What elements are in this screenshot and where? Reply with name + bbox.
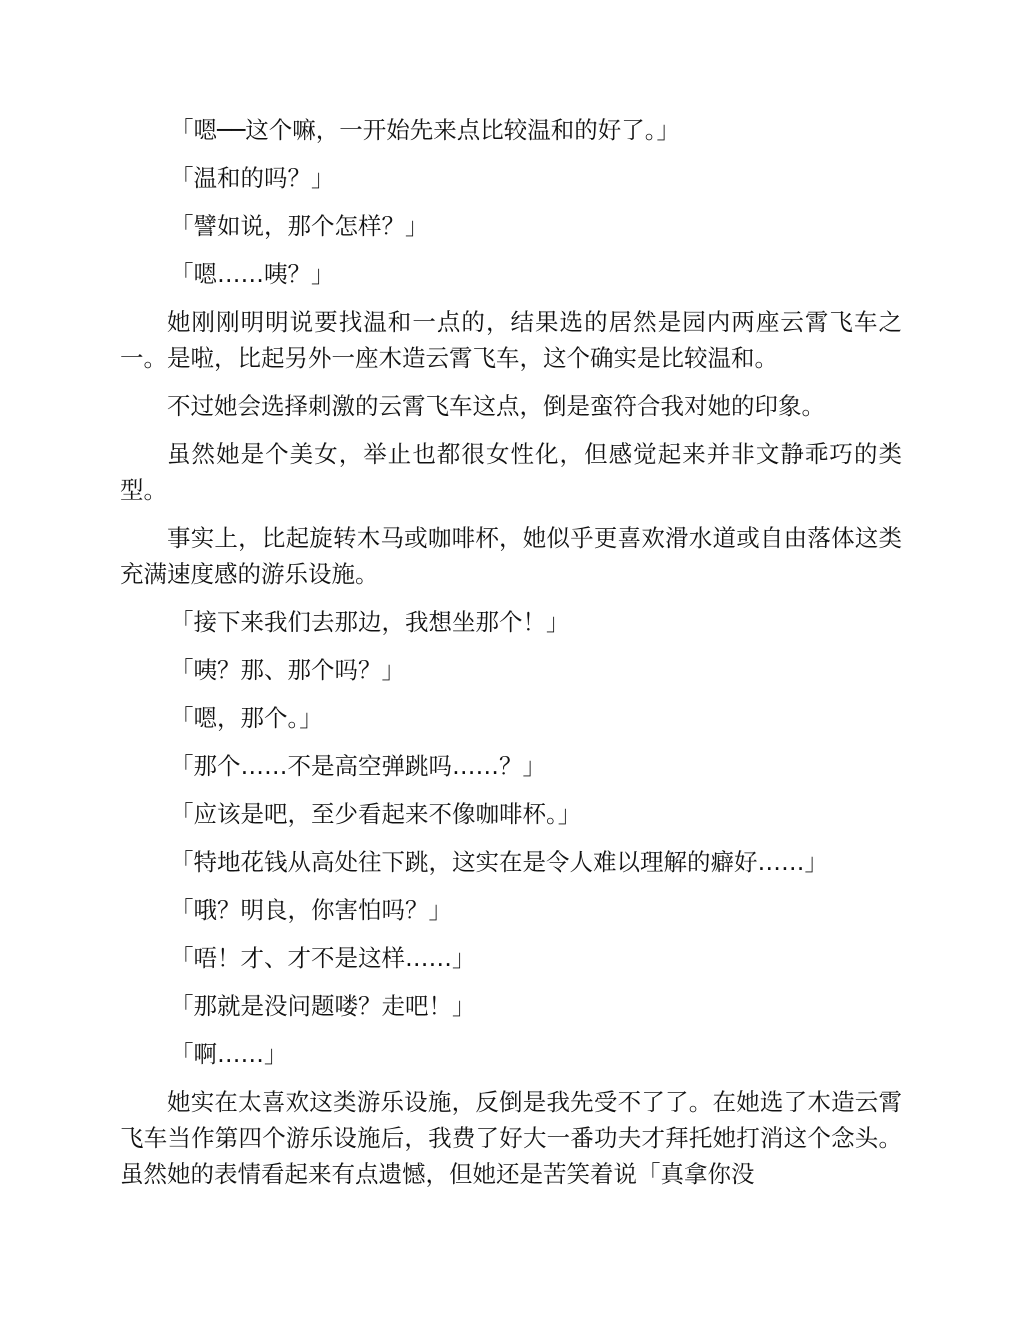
paragraph-dialog: 「嗯……咦？」 <box>170 260 335 288</box>
paragraph-dialog: 「嗯，那个。」 <box>170 704 323 732</box>
document-page <box>120 112 902 1204</box>
paragraph-narration: 她刚刚明明说要找温和一点的，结果选的居然是园内两座云霄飞车之一。是啦，比起另外一座木造云霄飞车，这个确实是比较温和。 <box>120 308 902 372</box>
paragraph-dialog: 「特地花钱从高处往下跳，这实在是令人难以理解的癖好……」 <box>170 848 828 876</box>
paragraph-narration: 虽然她是个美女，举止也都很女性化，但感觉起来并非文静乖巧的类型。 <box>120 440 902 504</box>
paragraph-dialog: 「接下来我们去那边，我想坐那个！」 <box>170 608 570 636</box>
paragraph-dialog: 「嗯──这个嘛，一开始先来点比较温和的好了。」 <box>170 116 681 144</box>
paragraph-dialog: 「应该是吧，至少看起来不像咖啡杯。」 <box>170 800 582 828</box>
paragraph-dialog: 「啊……」 <box>170 1040 288 1068</box>
paragraph-dialog: 「那就是没问题喽？走吧！」 <box>170 992 476 1020</box>
paragraph-dialog: 「唔！才、才不是这样……」 <box>170 944 476 972</box>
paragraph-dialog: 「温和的吗？」 <box>170 164 335 192</box>
paragraph-narration: 事实上，比起旋转木马或咖啡杯，她似乎更喜欢滑水道或自由落体这类充满速度感的游乐设施。 <box>120 524 902 588</box>
paragraph-narration: 不过她会选择刺激的云霄飞车这点，倒是蛮符合我对她的印象。 <box>167 392 825 420</box>
paragraph-dialog: 「哦？明良，你害怕吗？」 <box>170 896 452 924</box>
paragraph-narration: 她实在太喜欢这类游乐设施，反倒是我先受不了了。在她选了木造云霄飞车当作第四个游乐设施后，我费了好大一番功夫才拜托她打消这个念头。虽然她的表情看起来有点遗憾，但她还是苦笑着说「真拿你没 <box>120 1088 902 1188</box>
paragraph-dialog: 「那个……不是高空弹跳吗……？」 <box>170 752 546 780</box>
paragraph-dialog: 「譬如说，那个怎样？」 <box>170 212 429 240</box>
paragraph-dialog: 「咦？那、那个吗？」 <box>170 656 405 684</box>
